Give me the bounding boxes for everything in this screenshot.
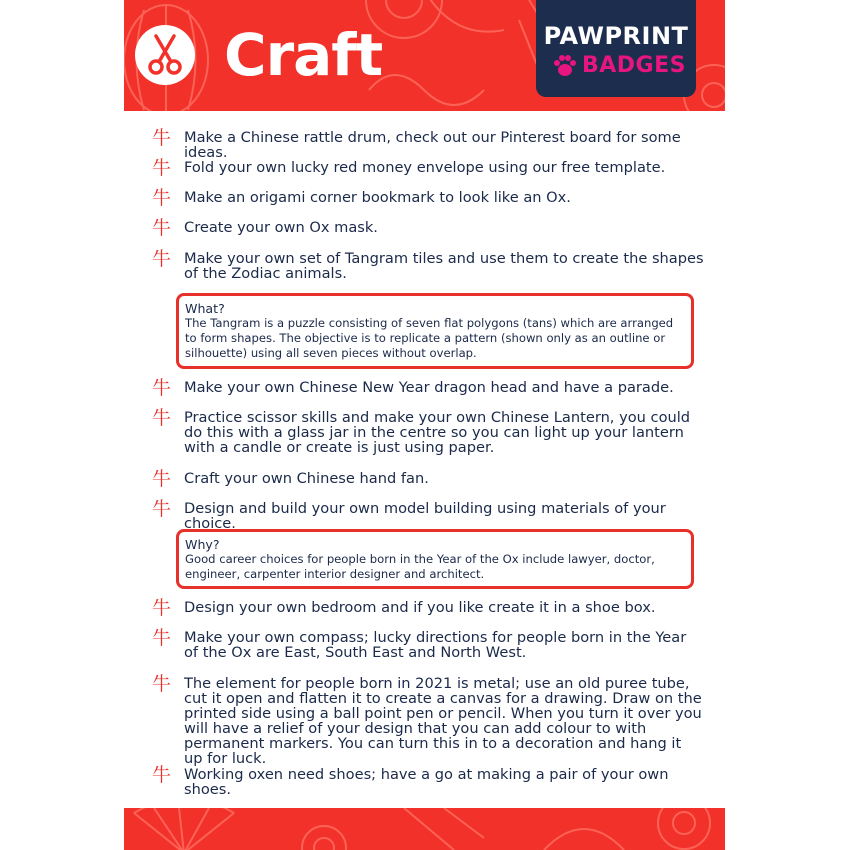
fan-pattern-decoration	[124, 808, 725, 850]
paw-icon	[552, 53, 578, 79]
header-banner	[124, 0, 725, 111]
ox-bullet-icon: 牛	[152, 187, 172, 209]
list-item: 牛 Make your own Chinese New Year dragon head and have a parade.	[152, 377, 674, 399]
ox-bullet-icon: 牛	[152, 627, 172, 649]
footer-banner	[124, 808, 725, 850]
ox-bullet-icon: 牛	[152, 498, 172, 520]
ox-bullet-icon: 牛	[152, 377, 172, 399]
ox-bullet-icon: 牛	[152, 673, 172, 695]
list-item: 牛 Create your own Ox mask.	[152, 217, 378, 239]
list-item: 牛 Design your own bedroom and if you like create it in a shoe box.	[152, 597, 656, 619]
scissors-icon	[134, 24, 196, 86]
brand-name-line2: BADGES	[582, 53, 686, 78]
list-item: 牛 Make your own compass; lucky directions for people born in the Year of the Ox are East, South East and North West.	[152, 627, 687, 661]
ox-bullet-icon: 牛	[152, 407, 172, 429]
list-item: 牛 Make an origami corner bookmark to look like an Ox.	[152, 187, 571, 209]
info-box-why	[176, 529, 694, 589]
ox-bullet-icon: 牛	[152, 248, 172, 270]
brand-logo	[536, 0, 696, 97]
craft-page	[124, 0, 725, 850]
list-item: 牛 Make a Chinese rattle drum, check out our Pinterest board for some ideas.	[152, 127, 681, 161]
info-box-text: The Tangram is a puzzle consisting of seven flat polygons (tans) which are arranged to form shapes. The objective is to replicate a pattern (shown only as an outline or silhouette) using all seven pieces without overlap.	[185, 316, 674, 360]
info-box-text: Good career choices for people born in the Year of the Ox include lawyer, doctor, engineer, carpenter interior designer and architect.	[185, 552, 655, 581]
ox-bullet-icon: 牛	[152, 217, 172, 239]
info-box-heading: Why?	[185, 537, 220, 552]
info-box-heading: What?	[185, 301, 225, 316]
info-box-what	[176, 293, 694, 369]
page-title: Craft	[224, 21, 383, 89]
list-item: 牛 Fold your own lucky red money envelope using our free template.	[152, 157, 666, 179]
list-item: 牛 Make your own set of Tangram tiles and use them to create the shapes of the Zodiac animals.	[152, 248, 704, 282]
ox-bullet-icon: 牛	[152, 127, 172, 149]
list-item: 牛 Craft your own Chinese hand fan.	[152, 468, 429, 490]
ox-bullet-icon: 牛	[152, 597, 172, 619]
list-item: 牛 Working oxen need shoes; have a go at making a pair of your own shoes.	[152, 764, 669, 798]
brand-name-line1: PAWPRINT	[543, 22, 689, 50]
ox-bullet-icon: 牛	[152, 468, 172, 490]
ox-bullet-icon: 牛	[152, 157, 172, 179]
list-item: 牛 Design and build your own model building using materials of your choice.	[152, 498, 666, 532]
list-item: 牛 The element for people born in 2021 is metal; use an old puree tube, cut it open and flatten it to create a canvas for a drawing. Draw on the printed side using a ball point pen or pencil. When you turn it over you will have a relief of your design that you can add colour to with permanent markers. You can turn this in to a decoration and hang it up for luck.	[152, 673, 702, 767]
ox-bullet-icon: 牛	[152, 764, 172, 786]
list-item: 牛 Practice scissor skills and make your own Chinese Lantern, you could do this with a glass jar in the centre so you can light up your lantern with a candle or create is just using paper.	[152, 407, 691, 456]
